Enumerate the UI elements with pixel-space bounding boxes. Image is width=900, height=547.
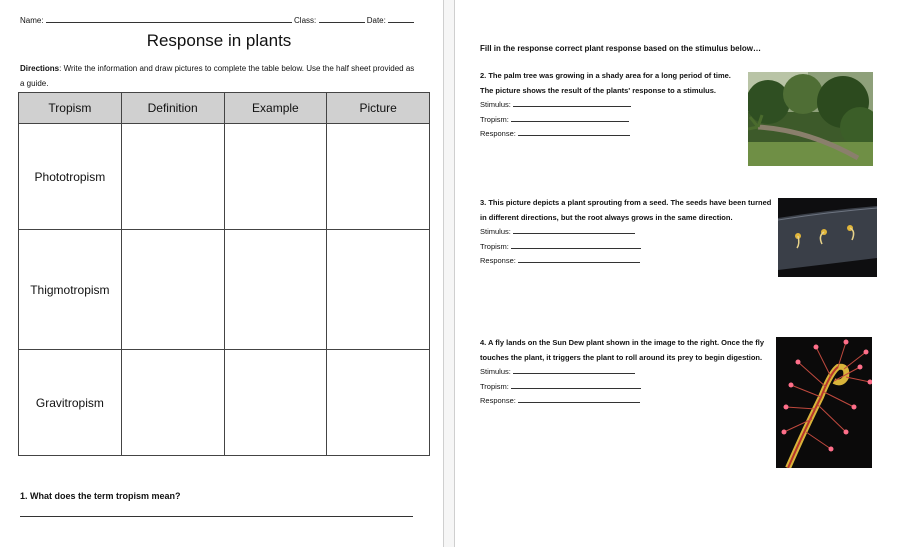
response-field <box>480 394 766 409</box>
tropism-label: Tropism: <box>480 114 509 124</box>
definition-cell[interactable] <box>121 230 224 350</box>
table-row <box>19 230 430 350</box>
stimulus-field <box>480 225 772 240</box>
sundew-plant-photo <box>776 337 872 468</box>
question-2-prompt: 2. The palm tree was growing in a shady area for a long period of time. The picture shows the result of the plants' response to a stimulus. <box>480 71 731 95</box>
tropism-answer-line[interactable] <box>511 240 641 249</box>
stimulus-answer-line[interactable] <box>513 225 635 234</box>
response-field <box>480 127 735 142</box>
response-field <box>480 254 772 269</box>
question-1-answer-line[interactable] <box>20 516 413 517</box>
name-field-line[interactable] <box>46 14 292 23</box>
directions-text <box>20 61 420 91</box>
stimulus-label: Stimulus: <box>480 100 511 109</box>
header-tropism: Tropism <box>19 93 122 124</box>
stimulus-field <box>480 365 766 380</box>
question-4 <box>480 336 766 409</box>
picture-cell[interactable] <box>327 350 430 456</box>
example-cell[interactable] <box>224 124 327 230</box>
directions-body: : Write the information and draw pictures to complete the table below. Use the half sheet provided as a guide. <box>20 64 415 88</box>
tropism-field <box>480 113 735 128</box>
definition-cell[interactable] <box>121 124 224 230</box>
table-row <box>19 350 430 456</box>
worksheet-title: Response in plants <box>146 31 292 50</box>
row-label-phototropism: Phototropism <box>19 124 122 230</box>
tropism-answer-line[interactable] <box>511 113 629 122</box>
tropism-label: Tropism: <box>480 241 509 251</box>
question-1: 1. What does the term tropism mean? <box>20 491 181 501</box>
header-picture: Picture <box>327 93 430 124</box>
tropism-label: Tropism: <box>480 381 509 391</box>
example-cell[interactable] <box>224 350 327 456</box>
response-answer-line[interactable] <box>518 254 640 263</box>
table-header-row <box>19 93 430 124</box>
right-page-instructions: Fill in the response correct plant response based on the stimulus below… <box>480 44 761 53</box>
sprouting-seeds-photo <box>778 198 877 277</box>
tropism-field <box>480 380 766 395</box>
response-answer-line[interactable] <box>518 127 630 136</box>
definition-cell[interactable] <box>121 350 224 456</box>
class-field-line[interactable] <box>319 14 365 23</box>
example-cell[interactable] <box>224 230 327 350</box>
tropism-answer-line[interactable] <box>511 380 641 389</box>
question-2 <box>480 69 735 142</box>
directions-label: Directions <box>20 64 60 73</box>
tropism-field <box>480 240 772 255</box>
row-label-thigmotropism: Thigmotropism <box>19 230 122 350</box>
question-3 <box>480 196 772 269</box>
right-worksheet-page <box>455 0 900 547</box>
header-definition: Definition <box>121 93 224 124</box>
stimulus-label: Stimulus: <box>480 227 511 236</box>
bent-palm-tree-photo <box>748 72 873 166</box>
left-worksheet-page <box>0 0 443 547</box>
picture-cell[interactable] <box>327 230 430 350</box>
response-label: Response: <box>480 129 516 138</box>
response-answer-line[interactable] <box>518 394 640 403</box>
response-label: Response: <box>480 396 516 405</box>
class-label: Class: <box>294 16 317 25</box>
page-divider <box>443 0 455 547</box>
stimulus-field <box>480 98 735 113</box>
question-3-prompt: 3. This picture depicts a plant sprouting from a seed. The seeds have been turned in different directions, but the root always grows in the same direction. <box>480 198 772 222</box>
date-field-line[interactable] <box>388 14 414 23</box>
tropism-table <box>18 92 430 456</box>
question-4-prompt: 4. A fly lands on the Sun Dew plant shown in the image to the right. Once the fly touches the plant, it triggers the plant to roll around its prey to begin digestion. <box>480 338 765 362</box>
name-label: Name: <box>20 16 44 25</box>
stimulus-answer-line[interactable] <box>513 365 635 374</box>
table-row <box>19 124 430 230</box>
header-example: Example <box>224 93 327 124</box>
response-label: Response: <box>480 256 516 265</box>
stimulus-answer-line[interactable] <box>513 98 631 107</box>
date-label: Date: <box>366 16 386 25</box>
stimulus-label: Stimulus: <box>480 367 511 376</box>
row-label-gravitropism: Gravitropism <box>19 350 122 456</box>
picture-cell[interactable] <box>327 124 430 230</box>
student-info-row <box>20 14 420 25</box>
